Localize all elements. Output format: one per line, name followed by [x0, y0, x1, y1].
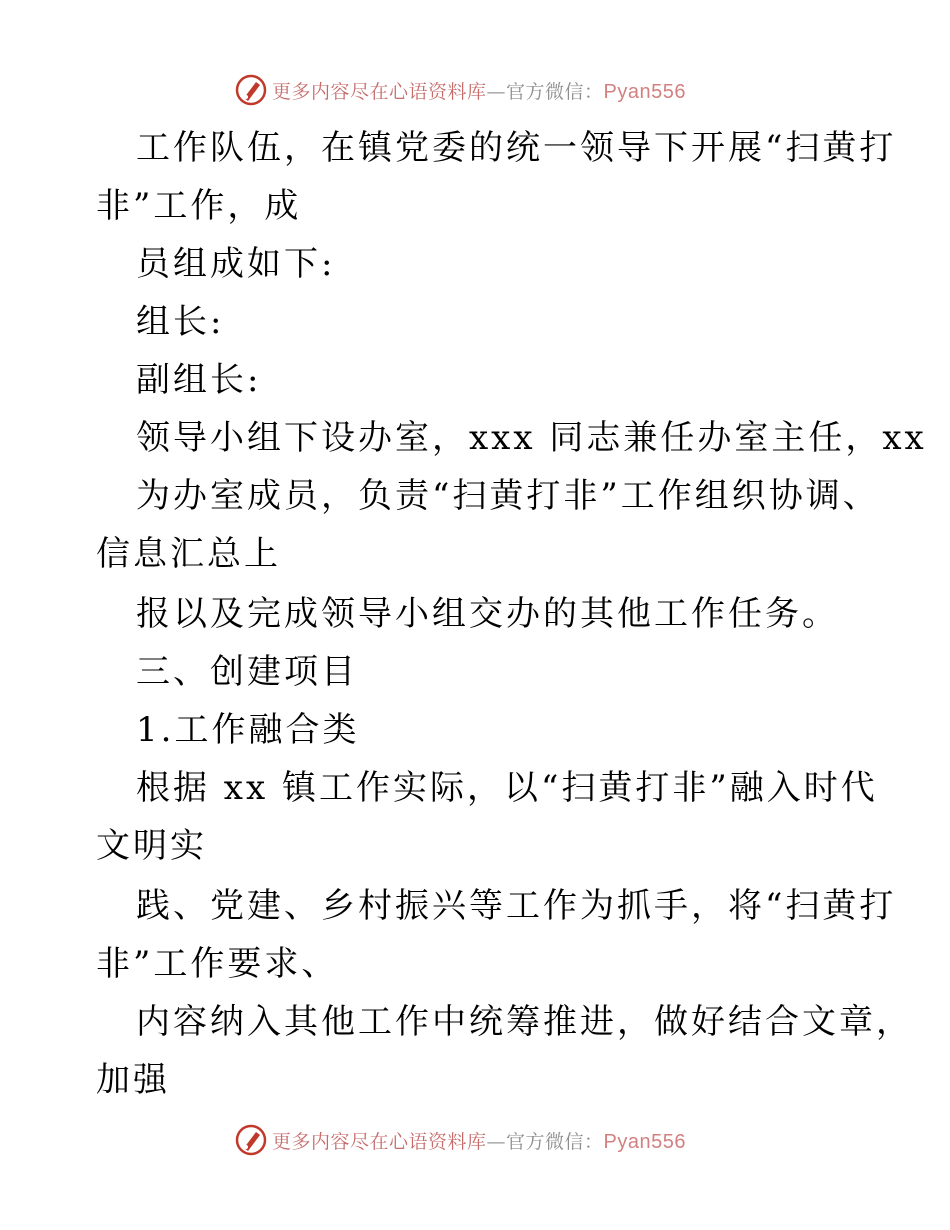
- text-line: 非”工作要求、: [96, 944, 339, 984]
- text-line: 领导小组下设办室，xxx 同志兼任办室主任，xx: [136, 418, 927, 458]
- pen-nib-logo-icon: [234, 1123, 268, 1157]
- text-line: 为办室成员，负责“扫黄打非”工作组织协调、: [136, 476, 880, 516]
- text-line: 报以及完成领导小组交办的其他工作任务。: [136, 594, 839, 634]
- footer-watermark: [0, 1120, 950, 1160]
- text-line: 根据 xx 镇工作实际，以“扫黄打非”融入时代: [136, 768, 878, 808]
- watermark-text: 更多内容尽在心语资料库—官方微信：Pyan556: [272, 1130, 686, 1153]
- text-line: 加强: [96, 1060, 170, 1100]
- watermark-text: 更多内容尽在心语资料库—官方微信：Pyan556: [272, 80, 686, 103]
- text-line: 践、党建、乡村振兴等工作为抓手，将“扫黄打: [136, 886, 897, 926]
- text-line: 内容纳入其他工作中统筹推进，做好结合文章，: [136, 1002, 913, 1042]
- text-line: 文明实: [96, 826, 207, 866]
- text-line: 非”工作，成: [96, 186, 302, 226]
- subsection-heading: 1.工作融合类: [136, 710, 360, 750]
- text-line: 组长:: [136, 302, 225, 342]
- text-line: 工作队伍，在镇党委的统一领导下开展“扫黄打: [136, 128, 897, 168]
- text-line: 副组长:: [136, 360, 262, 400]
- text-line: 信息汇总上: [96, 534, 281, 574]
- section-heading: 三、创建项目: [136, 652, 358, 692]
- text-line: 员组成如下:: [136, 244, 336, 284]
